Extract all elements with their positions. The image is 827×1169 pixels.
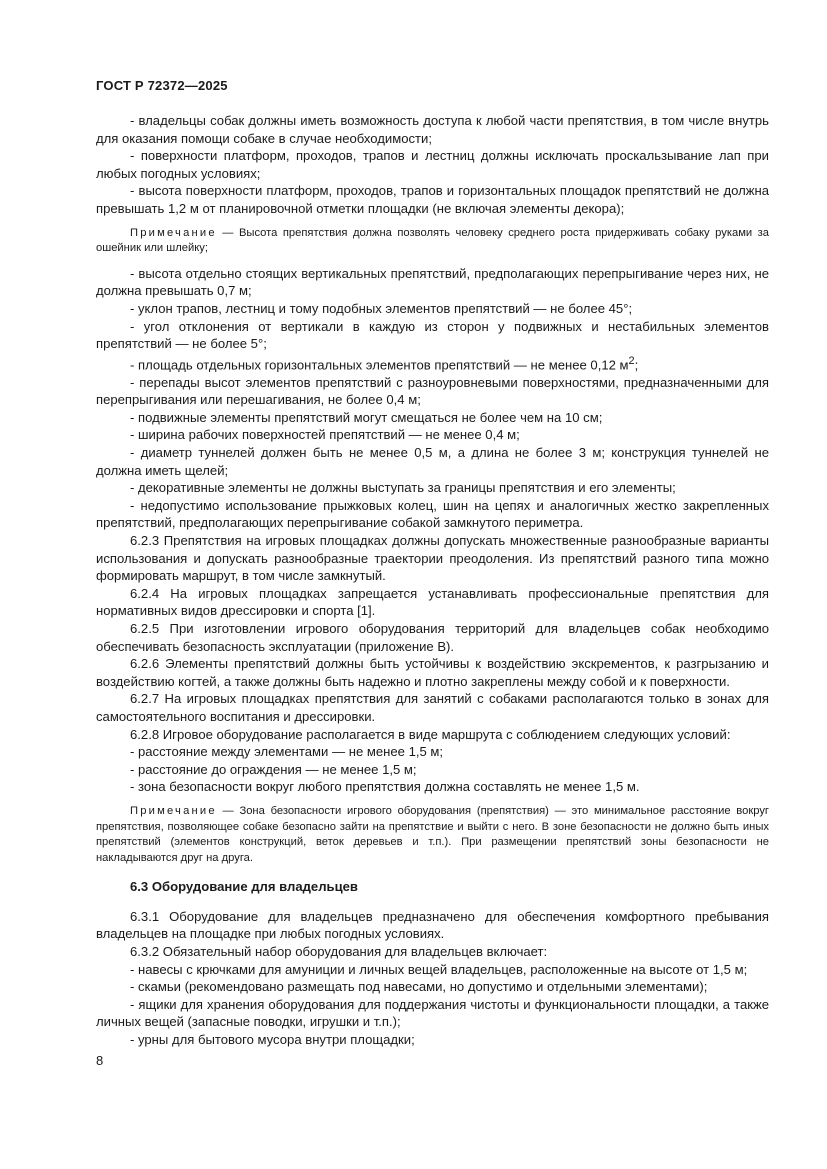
area-sup: 2 [628,354,635,367]
clause-paragraph: 6.2.6 Элементы препятствий должны быть устойчивы к воздействию экскрементов, к разгрызанию и воздействию когтей, а также должны быть надежно и плотно закреплены между собой и к поверхности. [96,656,769,689]
note-label: Примечание [130,226,217,239]
area-text: - площадь отдельных горизонтальных элементов препятствий — не менее 0,12 м [130,357,629,373]
list-item: - навесы с крючками для амуниции и личных вещей владельцев, расположенные на высоте от 1,5 м; [130,961,748,977]
clause-paragraph: 6.3.2 Обязательный набор оборудования для владельцев включает: [130,944,548,960]
list-item [96,353,769,374]
note-label: Примечание [130,804,217,817]
list-item: - высота поверхности платформ, проходов, трапов и горизонтальных площадок препятствий не должна превышать 1,2 м от планировочной отметки площадки (не включая элементы декора); [96,183,769,216]
list-item: - диаметр туннелей должен быть не менее 0,5 м, а длина не более 3 м; конструкция туннелей не должна иметь щелей; [96,445,769,478]
list-item: - ширина рабочих поверхностей препятствий — не менее 0,4 м; [130,427,520,443]
clause-paragraph: 6.2.7 На игровых площадках препятствия для занятий с собаками располагаются только в зонах для самостоятельного воспитания и дрессировки. [96,691,769,724]
document-body [96,112,769,1049]
list-item: - высота отдельно стоящих вертикальных препятствий, предполагающих перепрыгивание через них, не должна превышать 0,7 м; [96,265,769,299]
list-item: - перепады высот элементов препятствий с разноуровневыми поверхностями, предназначенными для перепрыгивания или перешагивания, не более 0,4 м; [96,374,769,408]
list-item: - поверхности платформ, проходов, трапов и лестниц должны исключать проскальзывание лап при любых погодных условиях; [96,148,769,181]
clause-paragraph: 6.2.4 На игровых площадках запрещается устанавливать профессиональные препятствия для нормативных видов дрессировки и спорта [1]. [96,585,769,619]
list-item: - угол отклонения от вертикали в каждую из сторон у подвижных и нестабильных элементов препятствий — не более 5°; [96,318,769,352]
clause-paragraph: 6.2.5 При изготовлении игрового оборудования территорий для владельцев собак необходимо обеспечивать безопасность эксплуатации (приложение В). [96,620,769,654]
note-text: — Высота препятствия должна позволять человеку среднего роста придерживать собаку руками за ошейник или шлейку; [96,226,769,255]
list-item: - уклон трапов, лестниц и тому подобных элементов препятствий — не более 45°; [130,300,633,316]
list-item: - расстояние до ограждения — не менее 1,5 м; [130,761,417,777]
note [96,226,769,257]
note-text: — Зона безопасности игрового оборудования (препятствия) — это минимальное расстояние вокруг препятствия, позволяющее собаке безопасно зайти на препятствие и выйти с него. В зоне безопасности не должно быть иных препятствий (элементов конструкций, веток деревьев и т.п.). При размещении препятствий зоны безопасности не накладываются друг на друга. [96,804,769,864]
section-heading: 6.3 Оборудование для владельцев [130,879,358,895]
clause-paragraph: 6.3.1 Оборудование для владельцев предназначено для обеспечения комфортного пребывания владельцев на площадке при любых погодных условиях. [96,908,769,942]
area-end: ; [634,357,639,373]
list-item: - урны для бытового мусора внутри площадки; [130,1032,415,1048]
list-item: - ящики для хранения оборудования для поддержания чистоты и функциональности площадки, а также личных вещей (запасные поводки, игрушки и т.п.); [96,996,769,1030]
clause-paragraph: 6.2.3 Препятствия на игровых площадках должны допускать множественные разнообразные варианты использования и допускать разнообразные траектории преодоления. Из препятствий разного типа можно формировать маршрут, в том числе замкнутый. [96,533,769,584]
list-item: - декоративные элементы не должны выступать за границы препятствия и его элементы; [130,480,676,496]
list-item: - подвижные элементы препятствий могут смещаться не более чем на 10 см; [130,409,603,425]
list-item: - расстояние между элементами — не менее 1,5 м; [130,744,444,760]
clause-paragraph: 6.2.8 Игровое оборудование располагается в виде маршрута с соблюдением следующих условий: [130,726,731,742]
page-number: 8 [96,1053,104,1068]
list-item: - недопустимо использование прыжковых колец, шин на цепях и аналогичных жестко закрепленных препятствий, предполагающих перепрыгивание собакой замкнутого периметра. [96,497,769,531]
document-header: ГОСТ Р 72372—2025 [96,78,228,93]
list-item: - скамьи (рекомендовано размещать под навесами, но допустимо и отдельными элементами); [130,979,708,995]
list-item: - зона безопасности вокруг любого препятствия должна составлять не менее 1,5 м. [130,779,640,795]
list-item: - владельцы собак должны иметь возможность доступа к любой части препятствия, в том числе внутрь для оказания помощи собаке в случае необходимости; [96,113,769,146]
note [96,804,769,866]
